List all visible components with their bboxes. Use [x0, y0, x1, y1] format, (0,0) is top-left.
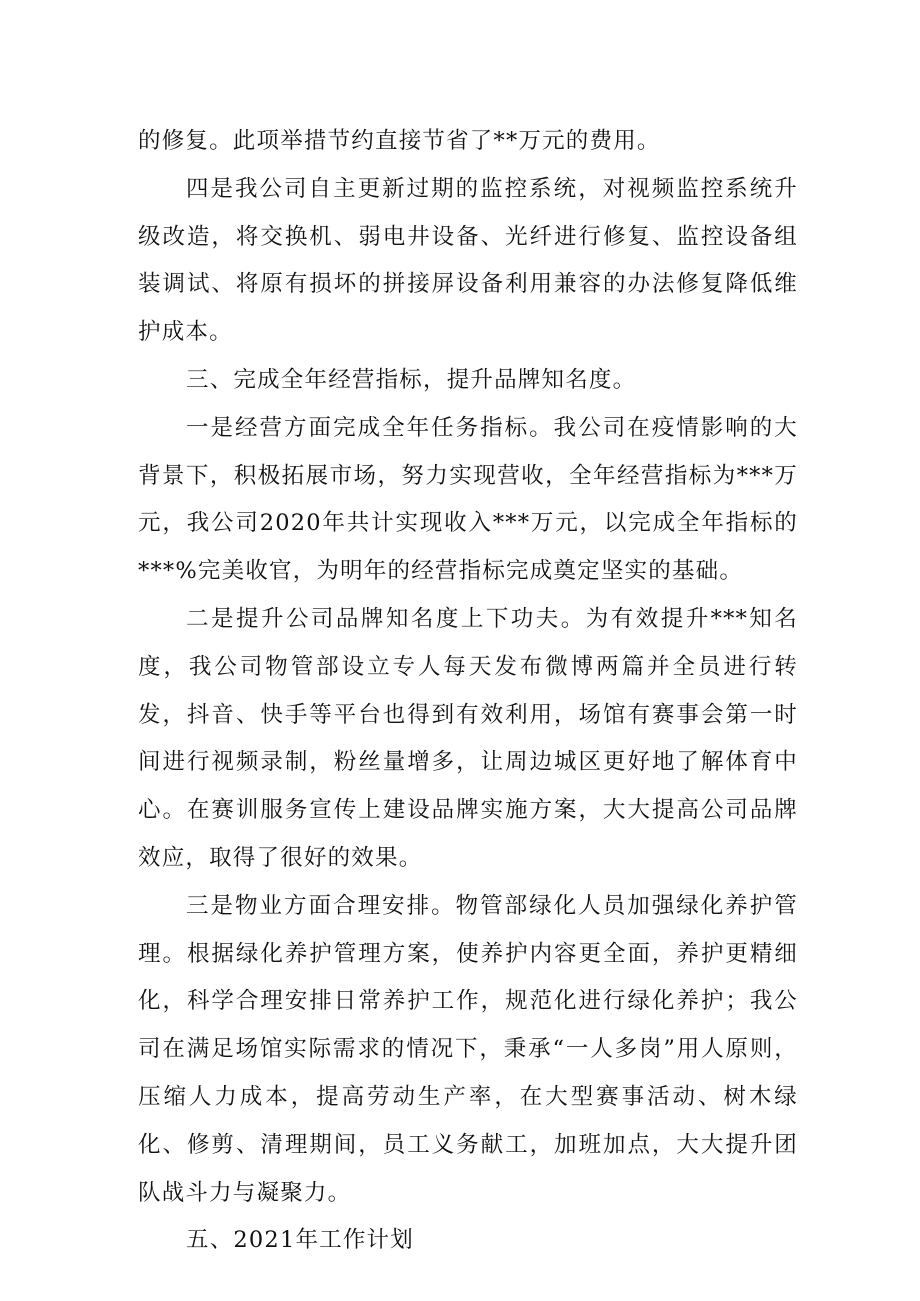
paragraph-property-management: 三是物业方面合理安排。物管部绿化人员加强绿化养护管理。根据绿化养护管理方案，使养护内容更全面，养护更精细化，科学合理安排日常养护工作，规范化进行绿化养护；我公司在满足场馆实际需求的情况下，秉承“一人多岗”用人原则，压缩人力成本，提高劳动生产率，在大型赛事活动、树木绿化、修剪、清理期间，员工义务献工，加班加点，大大提升团队战斗力与凝聚力。 [138, 892, 798, 1206]
section-heading-work-plan: 五、2021年工作计划 [186, 1227, 414, 1254]
paragraph-brand-awareness: 二是提升公司品牌知名度上下功夫。为有效提升***知名度，我公司物管部设立专人每天发布微博两篇并全员进行转发，抖音、快手等平台也得到有效利用，场馆有赛事会第一时间进行视频录制，粉丝量增多，让周边城区更好地了解体育中心。在赛训服务宣传上建设品牌实施方案，大大提高公司品牌效应，取得了很好的效果。 [138, 605, 798, 871]
document-body [138, 118, 798, 1265]
paragraph-business-targets: 一是经营方面完成全年任务指标。我公司在疫情影响的大背景下，积极拓展市场，努力实现营收，全年经营指标为***万元，我公司2020年共计实现收入***万元，以完成全年指标的***%完美收官，为明年的经营指标完成奠定坚实的基础。 [138, 414, 798, 585]
section-heading-business-targets: 三、完成全年经营指标，提升品牌知名度。 [186, 366, 637, 393]
paragraph-monitoring-upgrade: 四是我公司自主更新过期的监控系统，对视频监控系统升级改造，将交换机、弱电井设备、光纤进行修复、监控设备组装调试、将原有损坏的拼接屏设备利用兼容的办法修复降低维护成本。 [138, 175, 798, 346]
paragraph-continuation: 的修复。此项举措节约直接节省了**万元的费用。 [138, 128, 661, 154]
